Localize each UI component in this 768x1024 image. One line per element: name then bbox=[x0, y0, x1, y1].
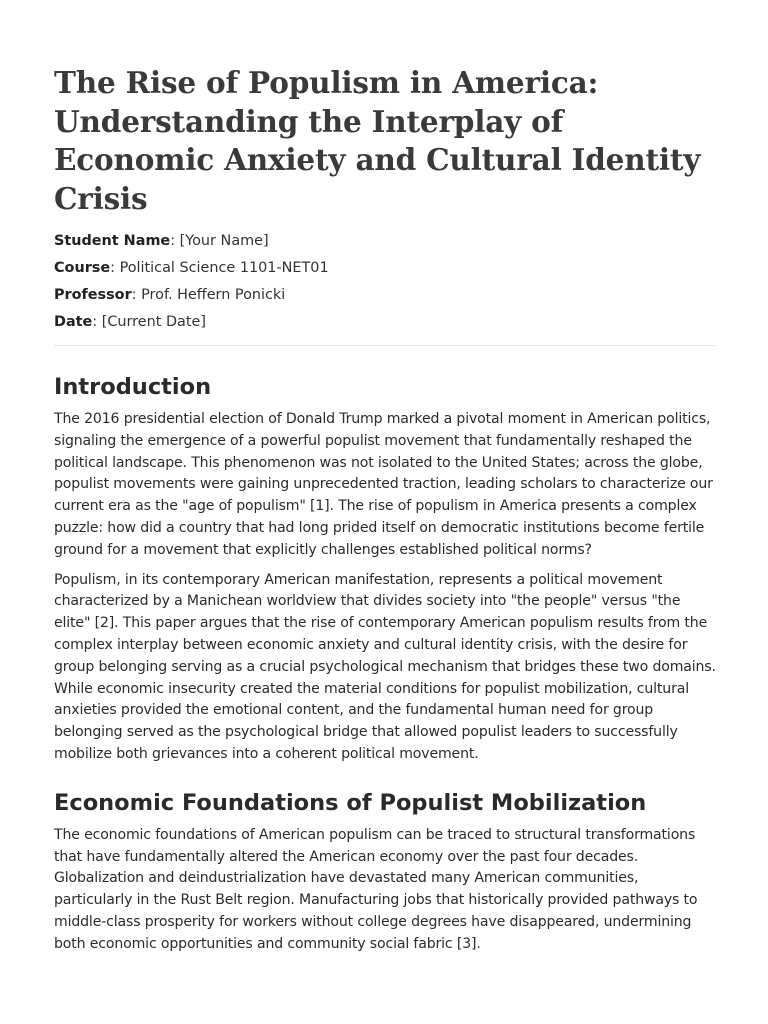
meta-value: Political Science 1101-NET01 bbox=[119, 260, 329, 276]
divider bbox=[54, 345, 716, 346]
document-page bbox=[54, 64, 716, 978]
section-heading: Introduction bbox=[54, 374, 212, 400]
document-meta bbox=[54, 228, 716, 336]
paragraph: Populism, in its contemporary American manifestation, represents a political movement characterized by a Manichean worldview that divides society into "the people" versus "the elite" [2]. This paper argues that the rise of contemporary American populism results from the complex interplay between economic anxiety and cultural identity crisis, with the desire for group belonging serving as a crucial psychological mechanism that bridges these two domains. While economic insecurity created the material conditions for populist mobilization, cultural anxieties provided the emotional content, and the fundamental human need for group belonging served as the psychological bridge that allowed populist leaders to successfully mobilize both grievances into a coherent political movement. bbox=[54, 571, 716, 762]
paragraph: The economic foundations of American populism can be traced to structural transformations that have fundamentally altered the American economy over the past four decades. Globalization and deindustrialization have devastated many American communities, particularly in the Rust Belt region. Manufacturing jobs that historically provided pathways to middle-class prosperity for workers without college degrees have disappeared, undermining both economic opportunities and community social fabric [3]. bbox=[54, 826, 698, 952]
paragraph: The 2016 presidential election of Donald Trump marked a pivotal moment in American politics, signaling the emergence of a powerful populist movement that fundamentally reshaped the political landscape. This phenomenon was not isolated to the United States; across the globe, populist movements were gaining unprecedented traction, leading scholars to characterize our current era as the "age of populism" [1]. The rise of populism in America presents a complex puzzle: how did a country that had long prided itself on democratic institutions become fertile ground for a movement that explicitly challenges established political norms? bbox=[54, 411, 713, 558]
meta-course: Course: Political Science 1101-NET01 bbox=[54, 260, 329, 276]
page-title: The Rise of Populism in America: Understanding the Interplay of Economic Anxiety and Cultural Identity Crisis bbox=[54, 65, 701, 216]
meta-label: Course bbox=[54, 260, 111, 276]
meta-label: Date bbox=[54, 314, 93, 330]
meta-date: Date: [Current Date] bbox=[54, 314, 206, 330]
meta-value: Prof. Heffern Ponicki bbox=[141, 287, 286, 303]
meta-value: [Current Date] bbox=[101, 314, 206, 330]
meta-professor: Professor: Prof. Heffern Ponicki bbox=[54, 287, 286, 303]
meta-label: Professor bbox=[54, 287, 132, 303]
meta-student-name: Student Name: [Your Name] bbox=[54, 233, 269, 249]
section-heading: Economic Foundations of Populist Mobilization bbox=[54, 789, 647, 816]
section-introduction bbox=[54, 372, 716, 766]
meta-value: [Your Name] bbox=[179, 233, 269, 249]
meta-label: Student Name bbox=[54, 233, 171, 249]
section-economic-foundations bbox=[54, 788, 716, 956]
